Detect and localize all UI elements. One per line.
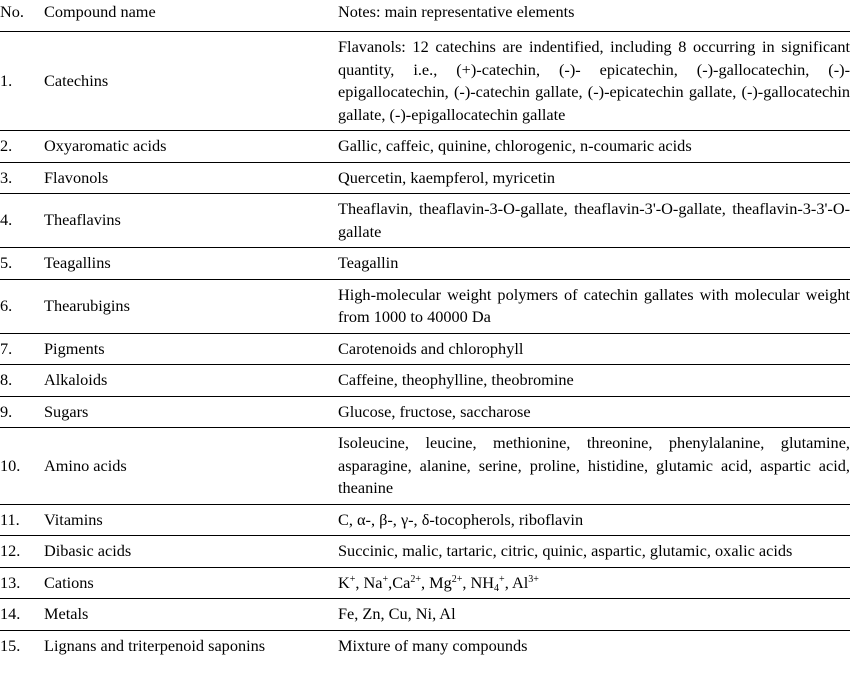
cation-na: Na (363, 572, 383, 592)
compound-name: Cations (44, 572, 94, 592)
header-no: No. (0, 1, 24, 21)
row-number: 4. (0, 210, 13, 230)
row-number: 11. (0, 509, 20, 529)
header-notes: Notes: main representative elements (338, 1, 575, 21)
compound-name: Vitamins (44, 509, 103, 529)
row-number: 9. (0, 401, 13, 421)
compound-name: Teagallins (44, 253, 111, 272)
compound-name: Alkaloids (44, 370, 108, 389)
compound-name: Flavonols (44, 167, 109, 187)
header-compound-name: Compound name (44, 1, 156, 21)
separator: , (504, 572, 512, 592)
table-row (0, 504, 850, 536)
table-row (0, 536, 850, 568)
compound-name: Theaflavins (44, 210, 121, 230)
compound-notes: Caffeine, theophylline, theobromine (338, 370, 574, 389)
row-number: 3. (0, 167, 13, 187)
compound-name: Catechins (44, 70, 109, 90)
compound-name: Dibasic acids (44, 541, 132, 560)
compound-notes: Mixture of many compounds (338, 635, 528, 655)
table-row (0, 599, 850, 631)
compound-name: Metals (44, 604, 89, 623)
cation-ca: Ca (392, 572, 411, 592)
row-number: 2. (0, 136, 13, 155)
separator: , (462, 572, 471, 592)
cation-na-charge: + (382, 573, 389, 585)
compound-notes: Quercetin, kaempferol, myricetin (338, 167, 555, 187)
cation-k-charge: + (349, 573, 356, 585)
compound-name: Lignans and triterpenoid saponins (44, 635, 266, 655)
table-row (0, 365, 850, 397)
compound-name: Thearubigins (44, 295, 130, 315)
compound-name: Oxyaromatic acids (44, 136, 167, 155)
separator: , (420, 572, 430, 592)
compound-notes: Fe, Zn, Cu, Ni, Al (338, 604, 456, 623)
row-number: 8. (0, 370, 13, 389)
row-number: 7. (0, 338, 13, 358)
cation-nh4-charge: + (499, 573, 505, 585)
row-number: 5. (0, 253, 13, 272)
cation-mg: Mg (429, 572, 452, 592)
table-row (0, 131, 850, 163)
header-row (0, 0, 850, 32)
compound-name: Pigments (44, 338, 105, 358)
compound-notes: Flavanols: 12 catechins are indentified, including 8 occurring in significant quantity, i.e., (+)-catechin, (-)- epicatechin, (-)-gallocatechin, (-)-epigallocatechin, (-)-catechin gallate, (-)-epicatechin gallate, (-)-gallocatechin gallate, (-)-epigallocatechin gallate (338, 37, 850, 124)
row-number: 6. (0, 295, 13, 315)
cation-mg-charge: 2+ (451, 573, 463, 585)
compound-notes: Theaflavin, theaflavin-3-O-gallate, theaflavin-3'-O-gallate, theaflavin-3-3'-O-gallate (338, 199, 850, 241)
table-row (0, 194, 850, 248)
compound-notes: Glucose, fructose, saccharose (338, 401, 531, 421)
table-row (0, 428, 850, 505)
table-row (0, 396, 850, 428)
compound-notes: High-molecular weight polymers of catechin gallates with molecular weight from 1000 to 40000 Da (338, 284, 850, 326)
table-row (0, 333, 850, 365)
row-number: 10. (0, 455, 21, 475)
table-row (0, 630, 850, 661)
compound-notes: Succinic, malic, tartaric, citric, quinic, aspartic, glutamic, oxalic acids (338, 541, 793, 560)
cation-ca-charge: 2+ (410, 573, 421, 585)
compound-notes: Carotenoids and chlorophyll (338, 338, 524, 358)
compound-notes (338, 567, 850, 599)
compound-name: Sugars (44, 401, 89, 421)
row-number: 14. (0, 604, 21, 623)
row-number: 1. (0, 70, 13, 90)
cation-al: Al (511, 572, 529, 592)
cation-nh4-subscript: 4 (494, 582, 500, 594)
table-row (0, 567, 850, 599)
row-number: 15. (0, 635, 21, 655)
table-row (0, 248, 850, 280)
compound-notes: Teagallin (338, 253, 399, 272)
separator: , (355, 572, 364, 592)
compound-notes: C, α-, β-, γ-, δ-tocopherols, riboflavin (338, 509, 584, 529)
cation-nh4: NH (470, 572, 495, 592)
cation-al-charge: 3+ (528, 573, 539, 585)
row-number: 12. (0, 541, 21, 560)
table-row (0, 162, 850, 194)
table-row (0, 32, 850, 131)
separator: , (388, 572, 393, 592)
compound-notes: Gallic, caffeic, quinine, chlorogenic, n-coumaric acids (338, 136, 692, 155)
table-row (0, 279, 850, 333)
compound-notes: Isoleucine, leucine, methionine, threonine, phenylalanine, glutamine, asparagine, alanine, serine, proline, histidine, glutamic acid, aspartic acid, theanine (338, 433, 850, 497)
compound-name: Amino acids (44, 455, 127, 475)
cation-k: K (338, 572, 350, 592)
row-number: 13. (0, 572, 21, 592)
